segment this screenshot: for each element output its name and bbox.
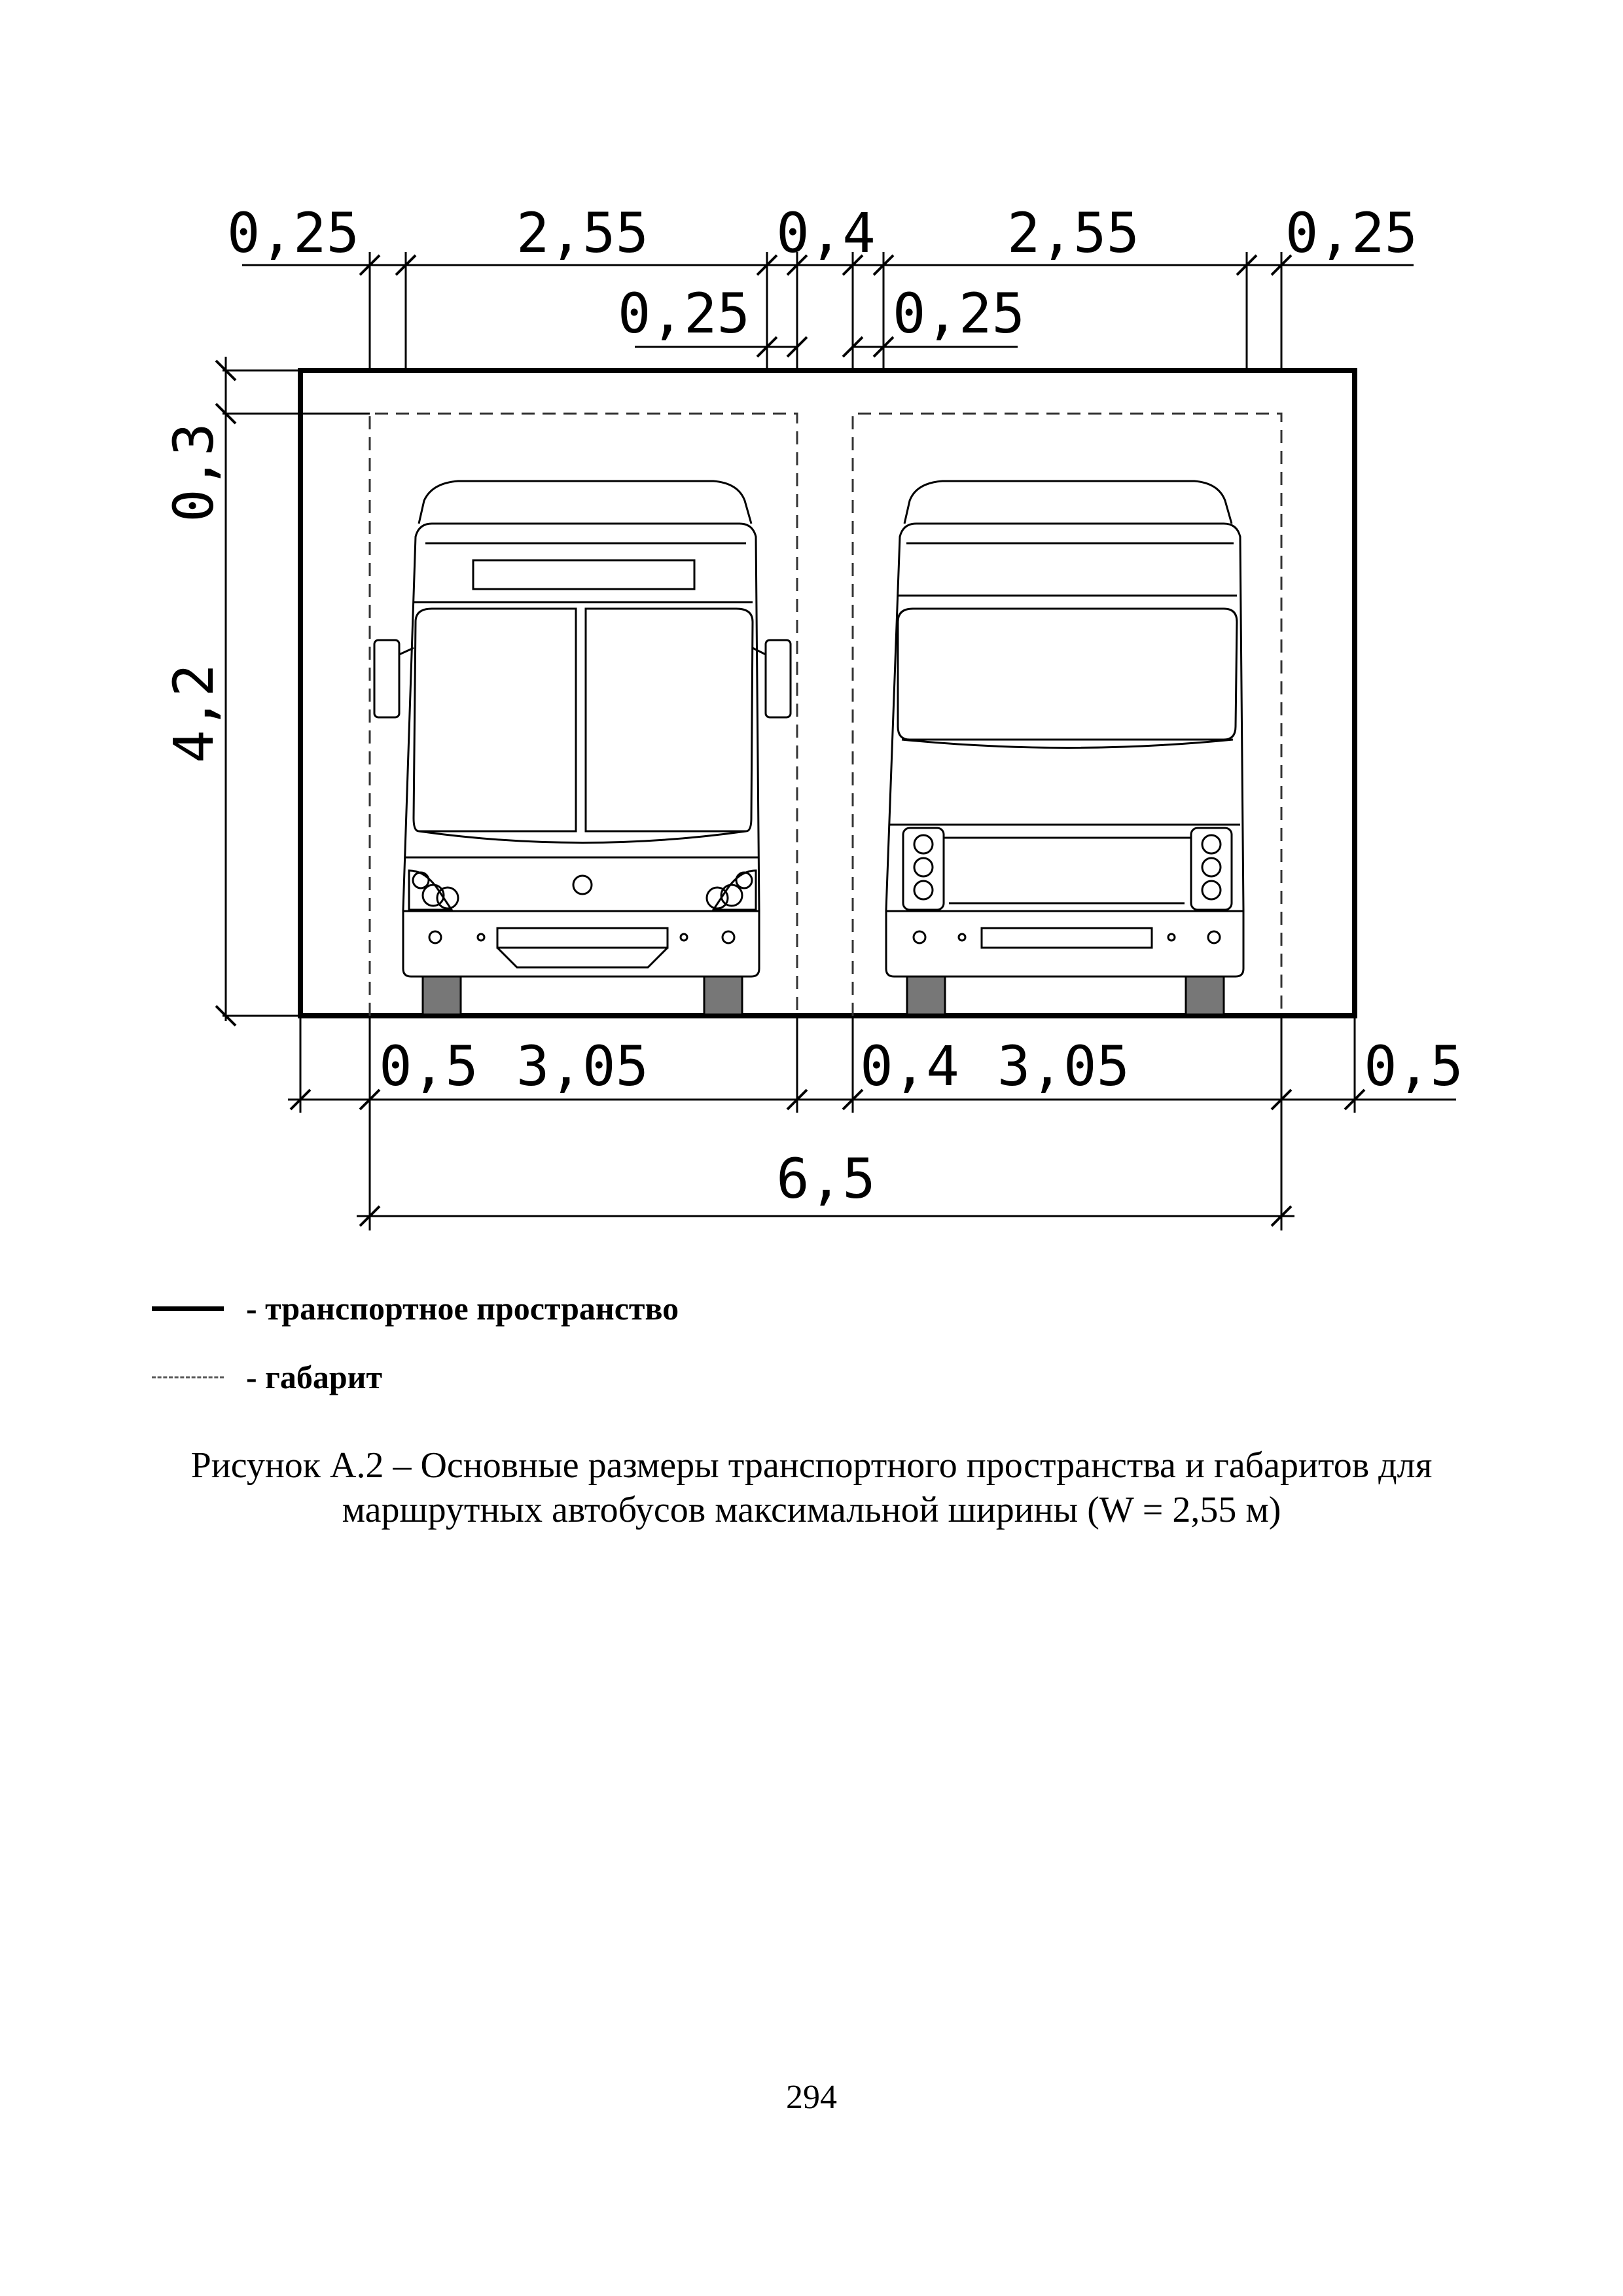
transport-space-outline [300, 370, 1355, 1016]
dim-bottom-0-5-right: 0,5 [1364, 1034, 1463, 1098]
legend-solid-row [152, 1289, 679, 1327]
bus-front-view [374, 481, 791, 1014]
bus-rear-view [886, 481, 1243, 1014]
legend-dashed-label: - габарит [246, 1359, 383, 1395]
dim-bottom-0-5-left: 0,5 [379, 1034, 478, 1098]
dim-top-0-25-right: 0,25 [1285, 201, 1418, 265]
legend-solid-label: - транспортное пространство [246, 1290, 679, 1327]
dim-side-4-2: 4,2 [162, 664, 226, 763]
legend-solid-line [152, 1306, 224, 1311]
legend-dashed-line [152, 1376, 224, 1378]
dim-inner-0-25-left: 0,25 [617, 281, 751, 346]
dim-top-2-55-left: 2,55 [516, 201, 649, 265]
page-number: 294 [786, 2079, 837, 2116]
caption-line-1: Рисунок А.2 – Основные размеры транспортного пространства и габаритов для [190, 1445, 1433, 1486]
dim-bottom-3-05-right: 3,05 [997, 1034, 1130, 1098]
dim-bottom-0-4: 0,4 [860, 1034, 959, 1098]
dim-top-0-25-left: 0,25 [226, 201, 360, 265]
caption-line-2: маршрутных автобусов максимальной ширины (W = 2,55 м) [342, 1490, 1281, 1530]
envelope-left [370, 414, 797, 1016]
envelope-right [853, 414, 1281, 1016]
legend-dashed-row [152, 1358, 382, 1396]
dim-bottom-3-05-left: 3,05 [516, 1034, 649, 1098]
dim-top-2-55-right: 2,55 [1007, 201, 1140, 265]
dim-side-0-3: 0,3 [162, 423, 226, 522]
figure-caption [151, 1443, 1472, 1532]
dim-total-6-5: 6,5 [776, 1147, 876, 1211]
dim-top-0-4: 0,4 [776, 201, 876, 265]
dim-inner-0-25-right: 0,25 [892, 281, 1026, 346]
